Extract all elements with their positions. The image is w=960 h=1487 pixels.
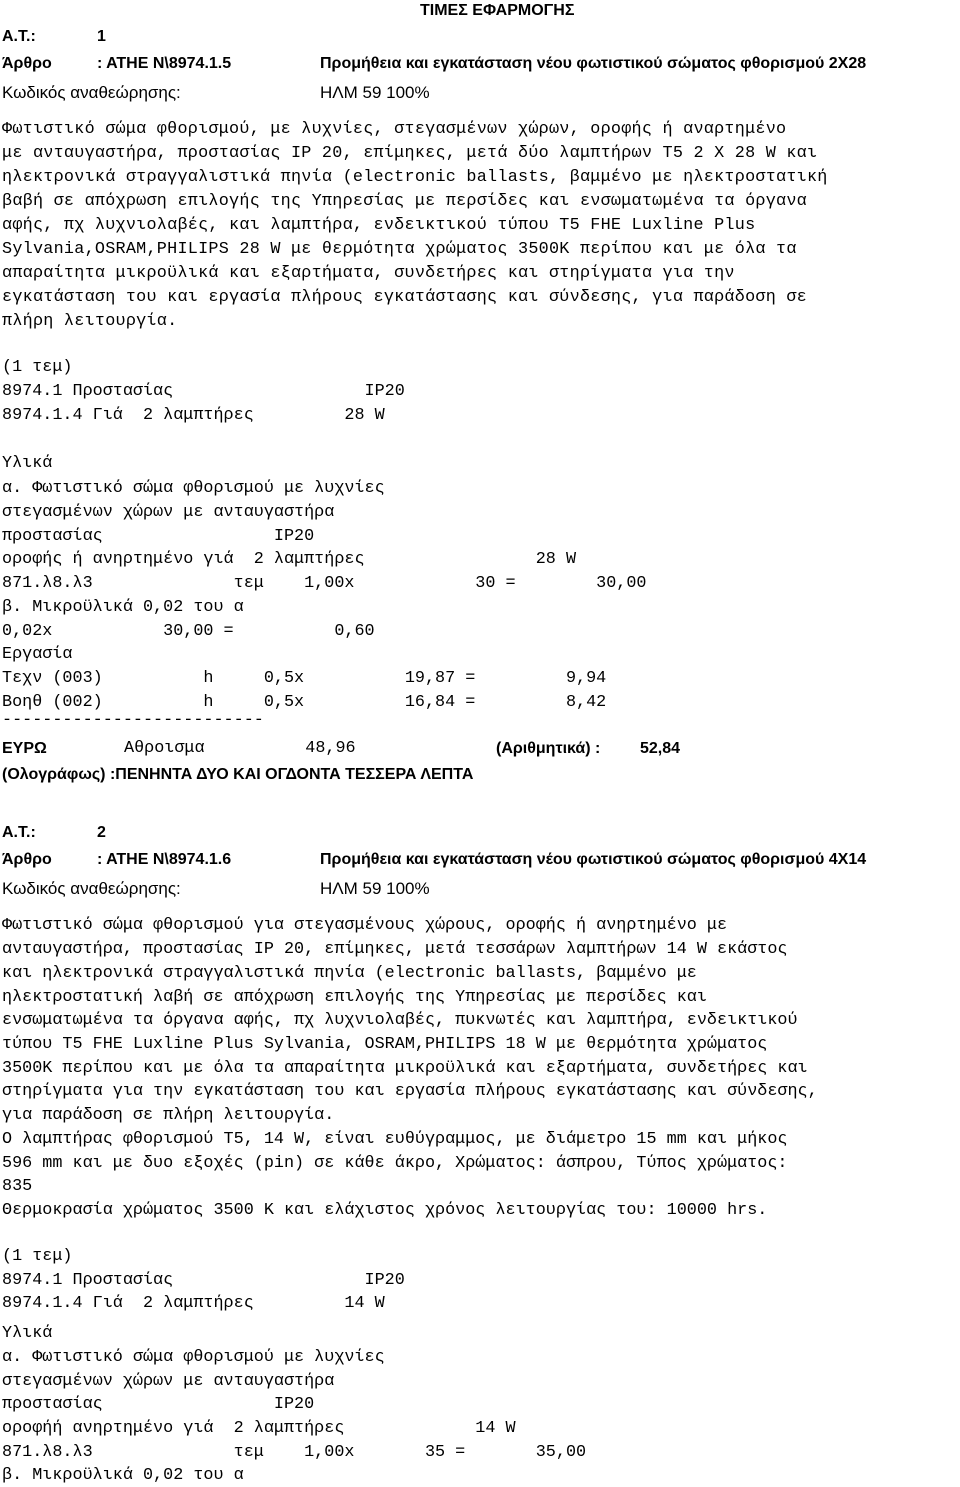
- total-label: ΕΥΡΩ: [2, 740, 47, 757]
- description-line: απαραίτητα μικροϋλικά και εξαρτήματα, συνδετήρες και στηρίγματα για την: [2, 264, 735, 283]
- article-code: : ΑΤΗΕ Ν\8974.1.6: [97, 851, 232, 868]
- at-number: 2: [97, 824, 106, 841]
- description-line: βαβή σε απόχρωση επιλογής της Υπηρεσίας με περσίδες και ενσωματωμένα τα όργανα: [2, 192, 807, 211]
- description-line: ηλεκτρονικά στραγγαλιστικά πηνία (electronic ballasts, βαμμένο με ηλεκτροστατική: [2, 168, 828, 187]
- at-label: Α.Τ.:: [2, 824, 36, 841]
- description-line: 835: [2, 1177, 33, 1196]
- description-line: ενσωματωμένα τα όργανα αφής, πχ λυχνιολαβές, πυκνωτές και λαμπτήρα, ενδεικτικού: [2, 1011, 798, 1030]
- breakdown-line: στεγασμένων χώρων με ανταυγαστήρα: [2, 1372, 335, 1391]
- spec-line: 8974.1 Προστασίας IP20: [2, 382, 405, 401]
- description-line: και ηλεκτρονικά στραγγαλιστικά πηνία (electronic ballasts, βαμμένο με: [2, 964, 697, 983]
- article-title: Προμήθεια και εγκατάσταση νέου φωτιστικού σώματος φθορισμού 2Χ28: [320, 55, 867, 72]
- description-line: 3500K περίπου και με όλα τα απαραίτητα μικροϋλικά και εξαρτήματα, συνδετήρες και: [2, 1059, 808, 1078]
- breakdown-line: οροφής ή ανηρτημένο γιά 2 λαμπτήρες 28 W: [2, 550, 577, 569]
- article-label: Άρθρο: [2, 55, 52, 72]
- amount-in-words: (Ολογράφως) :ΠΕΝΗΝΤΑ ΔΥΟ ΚΑΙ ΟΓΔΟΝΤΑ ΤΕΣΣΕΡΑ ΛΕΠΤΑ: [2, 766, 474, 783]
- breakdown-line: Υλικά: [2, 454, 53, 473]
- breakdown-line: Τεχν (003) h 0,5x 19,87 = 9,94: [2, 669, 607, 688]
- description-line: για παράδοση σε πλήρη λειτουργία.: [2, 1106, 335, 1125]
- description-line: Sylvania,OSRAM,PHILIPS 28 W με θερμότητα χρώματος 3500K περίπου και με όλα τα: [2, 240, 797, 259]
- description-line: αφής, πχ λυχνιολαβές, και λαμπτήρα, ενδεικτικού τύπου Τ5 FHE Luxline Plus: [2, 216, 756, 235]
- breakdown-line: α. Φωτιστικό σώμα φθορισμού με λυχνίες: [2, 479, 385, 498]
- revision-value: ΗΛΜ 59 100%: [320, 83, 430, 102]
- revision-label: Κωδικός αναθεώρησης:: [2, 879, 181, 898]
- breakdown-separator: --------------------------: [2, 711, 264, 730]
- breakdown-line: Εργασία: [2, 645, 73, 664]
- description-line: εγκατάσταση του και εργασία πλήρους εγκατάστασης και σύνδεσης, για παράδοση σε: [2, 288, 807, 307]
- spec-line: 8974.1.4 Γιά 2 λαμπτήρες 28 W: [2, 406, 385, 425]
- description-line: πλήρη λειτουργία.: [2, 312, 178, 331]
- total-sum: Αθροισμα 48,96: [124, 739, 356, 758]
- description-line: με ανταυγαστήρα, προστασίας IP 20, επίμηκες, μετά δύο λαμπτήρων Τ5 2 Χ 28 W και: [2, 144, 818, 163]
- breakdown-line: 871.λ8.λ3 τεμ 1,00x 30 = 30,00: [2, 574, 647, 593]
- page-title: ΤΙΜΕΣ ΕΦΑΡΜΟΓΗΣ: [420, 2, 575, 19]
- numeric-value: 52,84: [640, 740, 681, 757]
- breakdown-line: β. Μικροϋλικά 0,02 του α: [2, 598, 244, 617]
- article-title: Προμήθεια και εγκατάσταση νέου φωτιστικού σώματος φθορισμού 4Χ14: [320, 851, 867, 868]
- description-line: ανταυγαστήρα, προστασίας IP 20, επίμηκες, μετά τεσσάρων λαμπτήρων 14 W εκάστος: [2, 940, 788, 959]
- description-line: στηρίγματα για την εγκατάσταση του και εργασία πλήρους εγκατάστασης και σύνδεσης,: [2, 1082, 818, 1101]
- revision-label: Κωδικός αναθεώρησης:: [2, 83, 181, 102]
- breakdown-line: οροφήή ανηρτημένο γιά 2 λαμπτήρες 14 W: [2, 1419, 516, 1438]
- spec-line: (1 τεμ): [2, 1247, 73, 1266]
- breakdown-line: προστασίας IP20: [2, 527, 315, 546]
- revision-value: ΗΛΜ 59 100%: [320, 879, 430, 898]
- article-code: : ΑΤΗΕ Ν\8974.1.5: [97, 55, 232, 72]
- numeric-label: (Αριθμητικά) :: [496, 740, 601, 757]
- spec-line: 8974.1.4 Γιά 2 λαμπτήρες 14 W: [2, 1294, 385, 1313]
- description-line: Φωτιστικό σώμα φθορισμού, με λυχνίες, στεγασμένων χώρων, οροφής ή αναρτημένο: [2, 120, 787, 139]
- description-line: Ο λαμπτήρας φθορισμού T5, 14 W, είναι ευθύγραμμος, με διάμετρο 15 mm και μήκος: [2, 1130, 788, 1149]
- description-line: Φωτιστικό σώμα φθορισμού για στεγασμένους χώρους, οροφής ή ανηρτημένο με: [2, 916, 728, 935]
- spec-line: (1 τεμ): [2, 358, 73, 377]
- breakdown-line: β. Μικροϋλικά 0,02 του α: [2, 1466, 244, 1485]
- at-label: Α.Τ.:: [2, 28, 36, 45]
- description-line: τύπου T5 FHE Luxline Plus Sylvania, OSRAM,PHILIPS 18 W με θερμότητα χρώματος: [2, 1035, 768, 1054]
- breakdown-line: Υλικά: [2, 1324, 53, 1343]
- breakdown-line: 0,02x 30,00 = 0,60: [2, 622, 375, 641]
- breakdown-line: στεγασμένων χώρων με ανταυγαστήρα: [2, 503, 335, 522]
- breakdown-line: Βοηθ (002) h 0,5x 16,84 = 8,42: [2, 693, 607, 712]
- breakdown-line: προστασίας IP20: [2, 1395, 315, 1414]
- description-line: 596 mm και με δυο εξοχές (pin) σε κάθε άκρο, Χρώματος: άσπρου, Τύπος χρώματος:: [2, 1154, 788, 1173]
- at-number: 1: [97, 28, 106, 45]
- breakdown-line: α. Φωτιστικό σώμα φθορισμού με λυχνίες: [2, 1348, 385, 1367]
- article-label: Άρθρο: [2, 851, 52, 868]
- description-line: ηλεκτροστατική λαβή σε απόχρωση επιλογής της Υπηρεσίας με περσίδες και: [2, 988, 707, 1007]
- description-line: Θερμοκρασία χρώματος 3500 Κ και ελάχιστος χρόνος λειτουργίας του: 10000 hrs.: [2, 1201, 768, 1220]
- breakdown-line: 871.λ8.λ3 τεμ 1,00x 35 = 35,00: [2, 1443, 587, 1462]
- spec-line: 8974.1 Προστασίας IP20: [2, 1271, 405, 1290]
